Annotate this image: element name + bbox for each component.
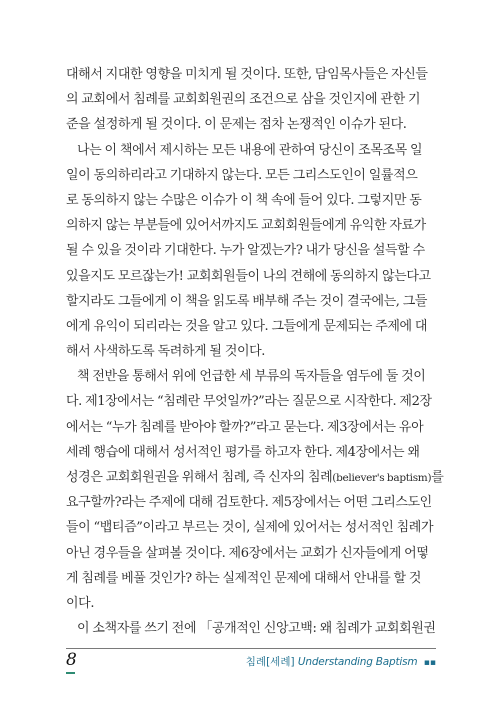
page-number: 8 xyxy=(66,650,77,670)
body-line: 이다. xyxy=(66,595,95,611)
body-line: 대해서 지대한 영향을 미치게 될 것이다. 또한, 담임목사들은 자신들 xyxy=(66,67,428,82)
body-line: 의하지 않는 부분들에 있어서까지도 교회회원들에게 유익한 자료가 xyxy=(66,218,426,234)
running-head xyxy=(246,654,436,669)
body-line: 있을지도 모르잖는가! 교회회원들이 나의 견해에 동의하지 않는다고 xyxy=(66,268,431,284)
running-head-marker: ▪▪ xyxy=(423,658,436,668)
body-line: 해서 사색하도록 독려하게 될 것이다. xyxy=(66,344,266,360)
english-term: (believer's baptism) xyxy=(332,472,432,484)
page-number-underline xyxy=(66,672,75,674)
body-line: 에서는 “누가 침례를 받아야 할까?”라고 묻는다. 제3장에서는 유아 xyxy=(66,419,424,435)
body-line: 세례 행습에 대해서 성서적인 평가를 하고자 한다. 제4장에서는 왜 xyxy=(66,444,420,460)
body-line: 준을 설정하게 될 것이다. 이 문제는 점차 논쟁적인 이슈가 된다. xyxy=(66,117,407,133)
body-line: 책 전반을 통해서 위에 언급한 세 부류의 독자들을 염두에 둘 것이 xyxy=(77,369,426,385)
body-line: 아닌 경우들을 살펴볼 것이다. 제6장에서는 교회가 신자들에게 어떻 xyxy=(66,545,429,561)
body-line: 들이 “뱁티즘”이라고 부르는 것이, 실제에 있어서는 성서적인 침례가 xyxy=(66,520,434,536)
body-line: 에게 유익이 되리라는 것을 알고 있다. 그들에게 문제되는 주제에 대 xyxy=(66,318,428,334)
body-line: 로 동의하지 않는 수많은 이슈가 이 책 속에 들어 있다. 그렇지만 동 xyxy=(66,192,422,208)
running-head-korean: 침례[세례] xyxy=(245,656,295,668)
running-head-english: Understanding Baptism xyxy=(297,656,418,668)
body-line: 이 소책자를 쓰기 전에 「공개적인 신앙고백: 왜 침례가 교회회원권 xyxy=(77,621,436,637)
body-line: 게 침례를 베풀 것인가? 하는 실제적인 문제에 대해서 안내를 할 것 xyxy=(66,570,422,586)
body-text xyxy=(66,62,444,641)
body-line: 다. 제1장에서는 “침례란 무엇일까?”라는 질문으로 시작한다. 제2장 xyxy=(66,394,432,410)
body-line: 할지라도 그들에게 이 책을 읽도록 배부해 주는 것이 결국에는, 그들 xyxy=(66,293,428,309)
body-line-part: 성경은 교회회원권을 위해서 침례, 즉 신자의 침례 xyxy=(66,470,333,485)
body-line: 의 교회에서 침례를 교회회원권의 조건으로 삼을 것인지에 관한 기 xyxy=(66,92,421,108)
body-line: 일이 동의하리라고 기대하지 않는다. 모든 그리스도인이 일률적으 xyxy=(66,167,418,183)
body-line: 될 수 있을 것이라 기대한다. 누가 알겠는가? 내가 당신을 설득할 수 xyxy=(66,243,425,259)
body-line-part: 를 xyxy=(431,470,444,485)
body-line xyxy=(66,465,444,490)
body-line: 나는 이 책에서 제시하는 모든 내용에 관하여 당신이 조목조목 일 xyxy=(77,142,423,158)
body-line: 요구할까?라는 주제에 대해 검토한다. 제5장에서는 어떤 그리스도인 xyxy=(66,495,432,511)
footer-rule xyxy=(66,648,436,649)
